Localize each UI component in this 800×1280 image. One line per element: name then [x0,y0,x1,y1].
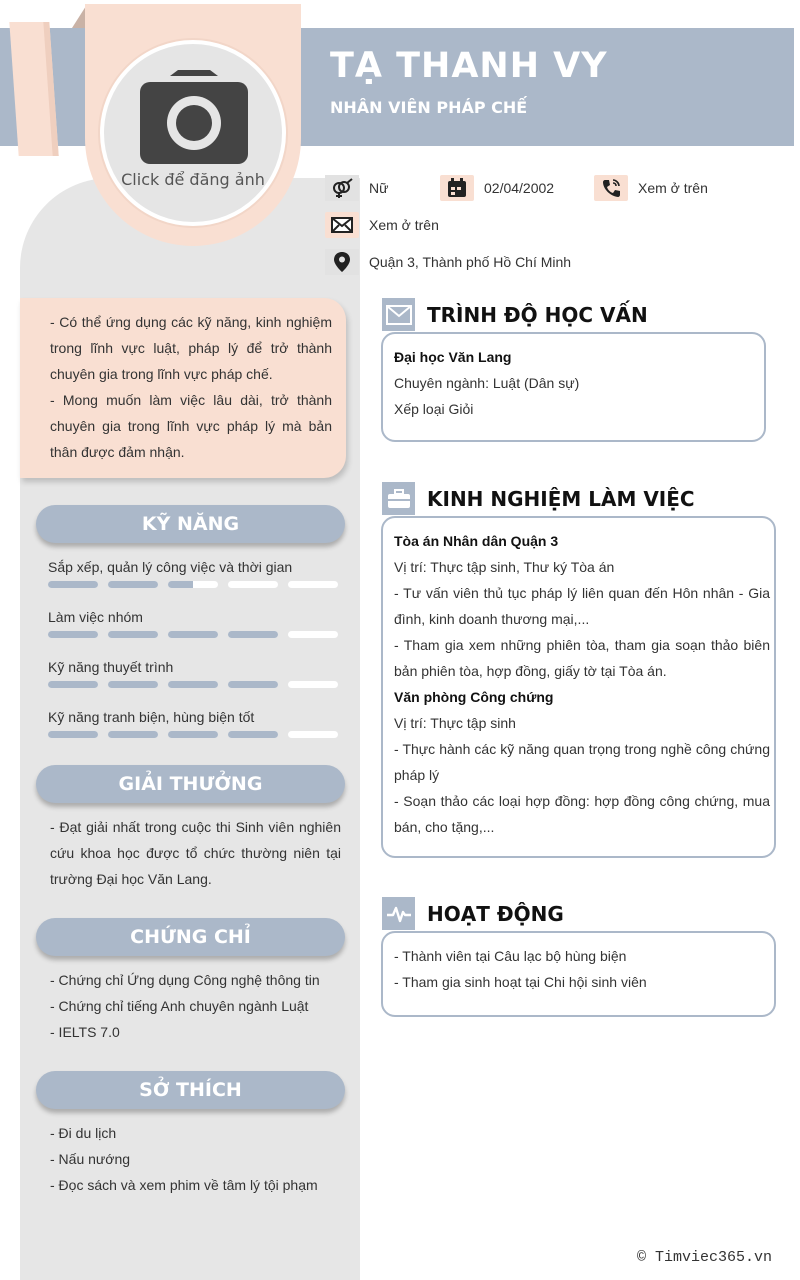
photo-upload[interactable] [100,40,286,226]
skill-level-segment [228,731,278,738]
job-duty: - Thực hành các kỹ năng quan trọng trong nghề công chứng pháp lý [394,741,770,783]
camera-icon [140,70,248,164]
school-name: Đại học Văn Lang [394,349,512,365]
footer-copyright: © Timviec365.vn [636,1249,772,1266]
briefcase-icon [382,482,415,515]
skill-level-segment [108,731,158,738]
skills-heading: KỸ NĂNG [36,505,345,543]
job-duty: - Tham gia xem những phiên tòa, tham gia soạn thảo biên bản phiên tòa, hợp đồng, giấy tờ tại Tòa án. [394,637,770,679]
activities-header [382,897,564,930]
map-pin-icon [325,249,359,275]
skill-label: Kỹ năng tranh biện, hùng biện tốt [48,709,255,725]
job-position: Vị trí: Thực tập sinh, Thư ký Tòa án [394,559,615,575]
gender-icon [325,175,359,201]
skill-level-segment [168,731,218,738]
phone-icon [594,175,628,201]
skill-level-bar [48,581,338,589]
activities-title: HOẠT ĐỘNG [427,901,564,926]
skill-level-segment [168,581,218,588]
photo-tab-fold [72,6,86,28]
skill-level-segment [228,681,278,688]
skill-level-bar [48,631,338,639]
address-value: Quận 3, Thành phố Hồ Chí Minh [369,254,572,270]
skill-level-segment [48,631,98,638]
activities-box [381,931,776,1017]
certificates-list [50,967,341,1045]
hobby-item: - Nấu nướng [50,1151,131,1167]
envelope-icon [325,212,359,238]
skill-level-segment [48,731,98,738]
skill-label: Sắp xếp, quản lý công việc và thời gian [48,559,293,575]
skill-label: Làm việc nhóm [48,609,143,625]
education-header [382,298,648,331]
hobbies-heading: SỞ THÍCH [36,1071,345,1109]
education-title: TRÌNH ĐỘ HỌC VẤN [427,302,648,327]
skill-level-segment [48,581,98,588]
awards-heading: GIẢI THƯỞNG [36,765,345,803]
gender-value: Nữ [369,180,389,196]
contact-birthday [440,175,554,201]
grade: Xếp loại Giỏi [394,401,474,417]
experience-box [381,516,776,858]
hobby-item: - Đi du lịch [50,1125,117,1141]
objective-line: - Mong muốn làm việc lâu dài, trở thành chuyên gia trong lĩnh vực pháp lý mà bản thân được đảm nhận. [50,392,332,460]
education-box [381,332,766,442]
skill-level-bar [48,681,338,689]
contact-email [325,212,439,238]
skill-level-segment [108,581,158,588]
skill-level-segment [288,581,338,588]
email-value: Xem ở trên [369,217,439,233]
skill-level-bar [48,731,338,739]
photo-caption: Click để đăng ảnh [121,170,265,189]
skill-level-segment [288,631,338,638]
candidate-name: TẠ THANH VY [330,46,608,86]
certificate-item: - Chứng chỉ tiếng Anh chuyên ngành Luật [50,998,309,1014]
envelope-icon [382,298,415,331]
experience-header [382,482,695,515]
employer-name: Văn phòng Công chứng [394,689,554,705]
objective-line: - Có thể ứng dụng các kỹ năng, kinh nghiệm trong lĩnh vực luật, pháp lý để trở thành chuyên gia trong lĩnh vực pháp chế. [50,314,332,382]
employer-name: Tòa án Nhân dân Quận 3 [394,533,559,549]
skill-level-segment [168,681,218,688]
contact-address [325,249,571,275]
skill-level-segment [288,681,338,688]
certificate-item: - Chứng chỉ Ứng dụng Công nghệ thông tin [50,972,320,988]
hobbies-list [50,1120,341,1198]
birthday-value: 02/04/2002 [484,180,555,196]
skill-level-segment [288,731,338,738]
skill-level-segment [168,631,218,638]
job-duty: - Soạn thảo các loại hợp đồng: hợp đồng công chứng, mua bán, cho tặng,... [394,793,770,835]
skill-label: Kỹ năng thuyết trình [48,659,174,675]
awards-text: - Đạt giải nhất trong cuộc thi Sinh viên nghiên cứu khoa học được tổ chức thường niên tại trường Đại học Văn Lang. [50,819,341,887]
skill-level-segment [108,681,158,688]
activity-item: - Thành viên tại Câu lạc bộ hùng biện [394,948,627,964]
pulse-icon [382,897,415,930]
contact-phone [594,175,708,201]
certificates-heading: CHỨNG CHỈ [36,918,345,956]
phone-value: Xem ở trên [638,180,708,196]
major: Chuyên ngành: Luật (Dân sự) [394,375,580,391]
hobby-item: - Đọc sách và xem phim về tâm lý tội phạm [50,1177,318,1193]
calendar-icon [440,175,474,201]
activity-item: - Tham gia sinh hoạt tại Chi hội sinh viên [394,974,647,990]
skill-level-segment [228,581,278,588]
job-position: Vị trí: Thực tập sinh [394,715,516,731]
job-duty: - Tư vấn viên thủ tục pháp lý liên quan đến Hôn nhân - Gia đình, kinh doanh thương mại,... [394,585,770,627]
skill-level-segment [48,681,98,688]
skill-level-segment [108,631,158,638]
career-objective [20,298,346,478]
skill-level-segment [228,631,278,638]
job-title: NHÂN VIÊN PHÁP CHẾ [330,98,528,117]
certificate-item: - IELTS 7.0 [50,1024,120,1040]
contact-gender [325,175,388,201]
experience-title: KINH NGHIỆM LÀM VIỆC [427,486,695,511]
